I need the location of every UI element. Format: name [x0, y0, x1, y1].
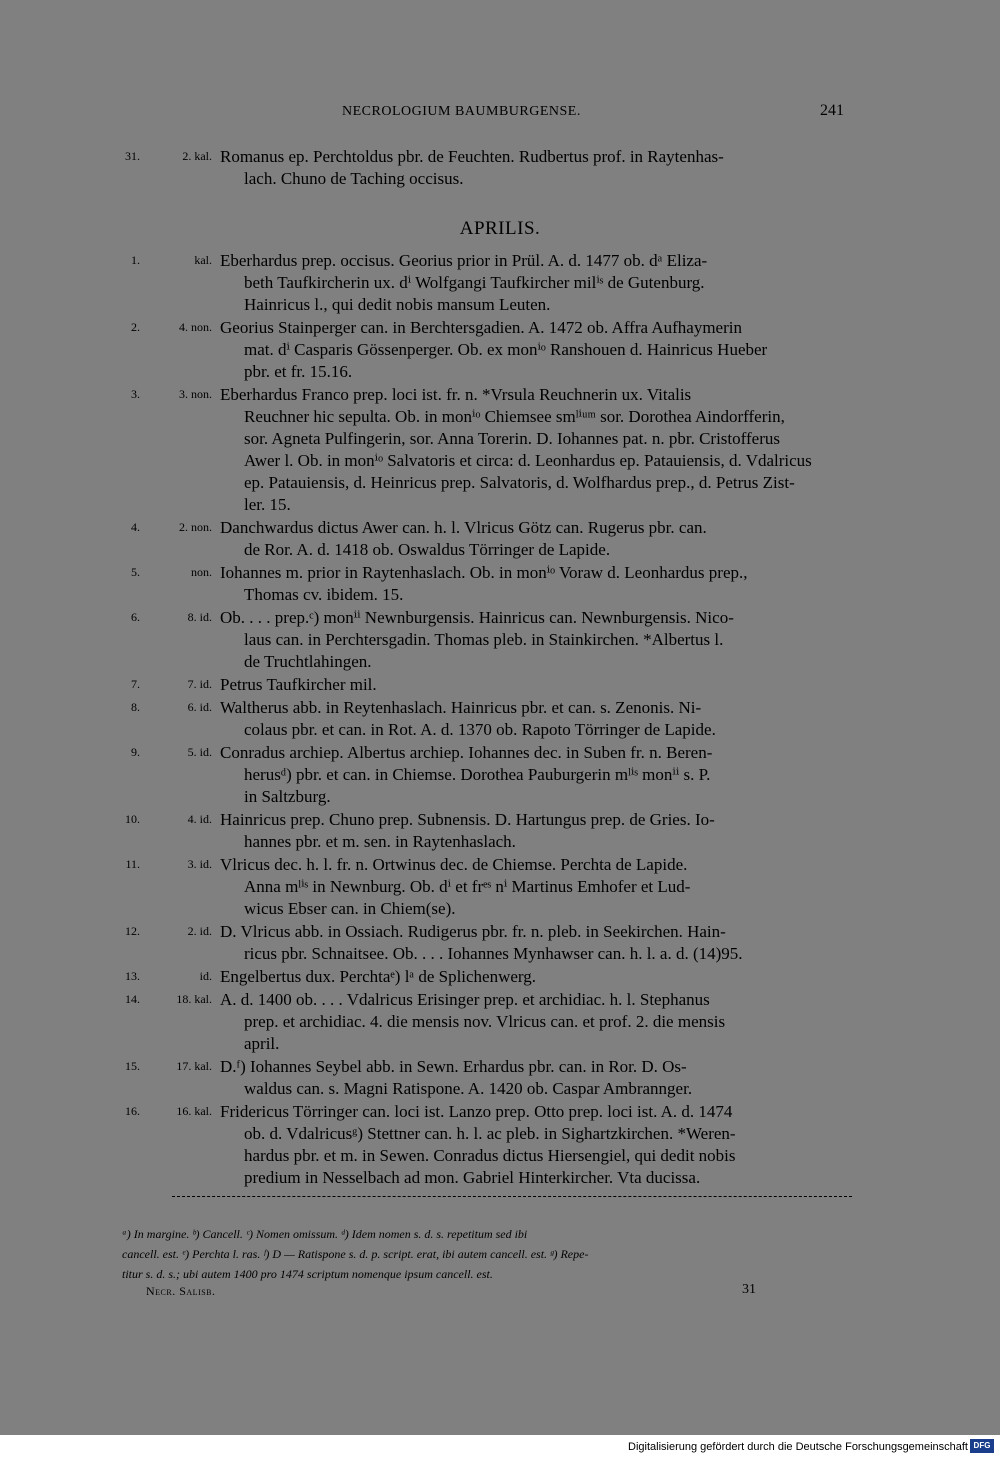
entry-number: 1. [131, 253, 140, 267]
entry-line: A. d. 1400 ob. . . . Vdalricus Erisinger prep. et archidiac. h. l. Stephanus [220, 990, 710, 1009]
entry-line: Reuchner hic sepulta. Ob. in monⁱᵒ Chiemsee smˡⁱᵘᵐ sor. Dorothea Aindorfferin, [244, 407, 785, 426]
entry-text [220, 384, 852, 516]
entry-text [220, 921, 852, 965]
entry-text [220, 809, 852, 853]
entry-number: 5. [131, 565, 140, 579]
dfg-logo: DFG [970, 1439, 994, 1453]
entry-number: 9. [131, 745, 140, 759]
entry-number: 16. [125, 1104, 140, 1118]
entry-date: 2. id. [187, 924, 212, 938]
entry-line: beth Taufkircherin ux. dⁱ Wolfgangi Taufkircher milⁱˢ de Gutenburg. [244, 273, 705, 292]
footnote-divider [172, 1196, 852, 1197]
entry-line: herusᵈ) pbr. et can. in Chiemse. Dorothea Pauburgerin mˡⁱˢ monⁱⁱ s. P. [244, 765, 711, 784]
entry-line: D. Vlricus abb. in Ossiach. Rudigerus pbr. fr. n. pleb. in Seekirchen. Hain- [220, 922, 726, 941]
entry-date: 2. kal. [182, 149, 212, 163]
entry-line: hannes pbr. et m. sen. in Raytenhaslach. [244, 832, 516, 851]
entry-line: de Ror. A. d. 1418 ob. Oswaldus Törringer de Lapide. [244, 540, 611, 559]
entry-date: id. [199, 969, 212, 983]
entry-line: ler. 15. [244, 495, 291, 514]
entry-line: Petrus Taufkircher mil. [220, 675, 377, 694]
entry-text [220, 966, 852, 988]
entry-date: 4. id. [187, 812, 212, 826]
entry-number: 4. [131, 520, 140, 534]
entry-line: waldus can. s. Magni Ratispone. A. 1420 ob. Caspar Ambrannger. [244, 1079, 693, 1098]
entry-line: Hainricus prep. Chuno prep. Subnensis. D. Hartungus prep. de Gries. Io- [220, 810, 715, 829]
entry-line: hardus pbr. et m. in Sewen. Conradus dictus Hiersengiel, qui dedit nobis [244, 1146, 736, 1165]
entry-line: Hainricus l., qui dedit nobis mansum Leuten. [244, 295, 551, 314]
entry-date: non. [191, 565, 212, 579]
entry-date: kal. [194, 253, 212, 267]
entry-number: 15. [125, 1059, 140, 1073]
footnote-line: titur s. d. s.; ubi autem 1400 pro 1474 scriptum nomenque ipsum cancell. est. [122, 1267, 493, 1281]
entry-line: Fridericus Törringer can. loci ist. Lanzo prep. Otto prep. loci ist. A. d. 1474 [220, 1102, 733, 1121]
entry-line: in Saltzburg. [244, 787, 331, 806]
entry-text [220, 250, 852, 316]
entry-line: april. [244, 1034, 280, 1053]
entry-line: ep. Patauiensis, d. Heinricus prep. Salvatoris, d. Wolfhardus prep., d. Petrus Zist- [244, 473, 795, 492]
entry-line: sor. Agneta Pulfingerin, sor. Anna Torerin. D. Iohannes pat. n. pbr. Cristofferus [244, 429, 780, 448]
entry-date: 3. id. [187, 857, 212, 871]
month-heading: APRILIS. [459, 218, 541, 239]
entry-line: predium in Nesselbach ad mon. Gabriel Hinterkircher. Vta ducissa. [244, 1168, 701, 1187]
page-number: 241 [820, 102, 844, 119]
entry-number: 8. [131, 700, 140, 714]
entry-line: wicus Ebser can. in Chiem(se). [244, 899, 456, 918]
entry-line: ob. d. Vdalricusᵍ) Stettner can. h. l. ac pleb. in Sighartzkirchen. *Weren- [244, 1124, 736, 1143]
entry-number: 13. [125, 969, 140, 983]
running-title: NECROLOGIUM BAUMBURGENSE. [342, 104, 581, 119]
entry-text [220, 607, 852, 673]
footnote-line: ᵃ) In margine. ᵇ) Cancell. ᶜ) Nomen omissum. ᵈ) Idem nomen s. d. s. repetitum sed ibi [122, 1227, 528, 1241]
entry-line: mat. dⁱ Casparis Gössenperger. Ob. ex monⁱᵒ Ranshouen d. Hainricus Hueber [244, 340, 768, 359]
entry-date: 5. id. [187, 745, 212, 759]
entry-line: Vlricus dec. h. l. fr. n. Ortwinus dec. de Chiemse. Perchta de Lapide. [220, 855, 688, 874]
entry-line: Danchwardus dictus Awer can. h. l. Vlricus Götz can. Rugerus pbr. can. [220, 518, 707, 537]
entry-text [220, 1101, 852, 1189]
entry-number: 12. [125, 924, 140, 938]
entry-number: 6. [131, 610, 140, 624]
entry-text [220, 697, 852, 741]
entry-line: pbr. et fr. 15.16. [244, 362, 353, 381]
sheet-number: 31 [742, 1282, 756, 1297]
entry-line: Awer l. Ob. in monⁱᵒ Salvatoris et circa: d. Leonhardus ep. Patauiensis, d. Vdalricus [244, 451, 812, 470]
entry-line: prep. et archidiac. 4. die mensis nov. Vlricus can. et prof. 2. die mensis [244, 1012, 726, 1031]
credit-bar [0, 1435, 1000, 1458]
entry-line: Conradus archiep. Albertus archiep. Iohannes dec. in Suben fr. n. Beren- [220, 743, 713, 762]
entry-date: 7. id. [187, 677, 212, 691]
entry-line: de Truchtlahingen. [244, 652, 372, 671]
entry-number: 31. [125, 149, 140, 163]
sheet-signature: Necr. Salisb. [146, 1284, 216, 1298]
footnotes [122, 1224, 852, 1284]
entry-text [220, 1056, 852, 1100]
entry-line: D.ᶠ) Iohannes Seybel abb. in Sewn. Erhardus pbr. can. in Ror. D. Os- [220, 1057, 687, 1076]
entry-line: Iohannes m. prior in Raytenhaslach. Ob. in monⁱᵒ Voraw d. Leonhardus prep., [220, 563, 748, 582]
entry-line: Anna mˡⁱˢ in Newnburg. Ob. dⁱ et frᵉˢ nⁱ Martinus Emhofer et Lud- [244, 877, 691, 896]
entry-text [220, 674, 852, 696]
entry-line: Romanus ep. Perchtoldus pbr. de Feuchten. Rudbertus prof. in Raytenhas- [220, 147, 724, 166]
entry-date: 2. non. [179, 520, 212, 534]
entry-text [220, 146, 852, 190]
entry-date: 3. non. [179, 387, 212, 401]
footnote-line: cancell. est. ᵉ) Perchta l. ras. ᶠ) D — Ratispone s. d. p. script. erat, ibi autem cancell. est. ᵍ) Repe- [122, 1247, 589, 1261]
entry-line: Waltherus abb. in Reytenhaslach. Hainricus pbr. et can. s. Zenonis. Ni- [220, 698, 702, 717]
entry-text [220, 989, 852, 1055]
entry-line: Ob. . . . prep.ᶜ) monⁱⁱ Newnburgensis. Hainricus can. Newnburgensis. Nico- [220, 608, 734, 627]
entry-line: Eberhardus prep. occisus. Georius prior in Prül. A. d. 1477 ob. dᵃ Eliza- [220, 251, 708, 270]
entry-text [220, 317, 852, 383]
entry-line: Georius Stainperger can. in Berchtersgadien. A. 1472 ob. Affra Aufhaymerin [220, 318, 742, 337]
entry-date: 18. kal. [176, 992, 212, 1006]
entry-text [220, 854, 852, 920]
entry-line: ricus pbr. Schnaitsee. Ob. . . . Iohannes Mynhawser can. h. l. a. d. (14)95. [244, 944, 743, 963]
funding-credit: Digitalisierung gefördert durch die Deutsche Forschungsgemeinschaft [628, 1441, 968, 1453]
entry-date: 16. kal. [176, 1104, 212, 1118]
entry-text [220, 517, 852, 561]
entry-line: Thomas cv. ibidem. 15. [244, 585, 404, 604]
entry-line: lach. Chuno de Taching occisus. [244, 169, 464, 188]
entry-number: 14. [125, 992, 140, 1006]
entry-number: 7. [131, 677, 140, 691]
entry-text [220, 562, 852, 606]
entry-line: Eberhardus Franco prep. loci ist. fr. n. *Vrsula Reuchnerin ux. Vitalis [220, 385, 692, 404]
entry-number: 11. [125, 857, 140, 871]
entry-line: Engelbertus dux. Perchtaᵉ) lᵃ de Splichenwerg. [220, 967, 537, 986]
entry-line: colaus pbr. et can. in Rot. A. d. 1370 ob. Rapoto Törringer de Lapide. [244, 720, 716, 739]
entry-number: 10. [125, 812, 140, 826]
entry-number: 3. [131, 387, 140, 401]
entry-date: 8. id. [187, 610, 212, 624]
entry-date: 4. non. [179, 320, 212, 334]
entry-date: 6. id. [187, 700, 212, 714]
entry-date: 17. kal. [176, 1059, 212, 1073]
entry-line: laus can. in Perchtersgadin. Thomas pleb. in Stainkirchen. *Albertus l. [244, 630, 724, 649]
entry-text [220, 742, 852, 808]
running-head [0, 96, 1000, 132]
entry-number: 2. [131, 320, 140, 334]
